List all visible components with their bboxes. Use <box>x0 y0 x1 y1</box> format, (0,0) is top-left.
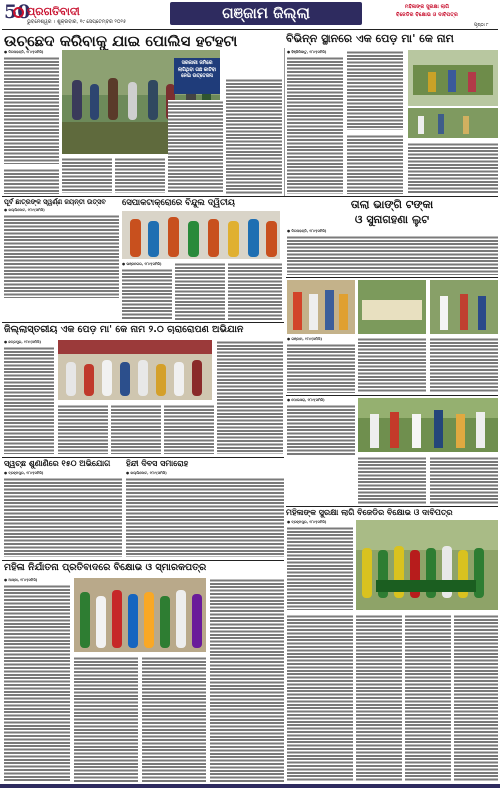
paper-name: ପ୍ରଗତିବାଦୀ <box>27 5 80 18</box>
story-1-body-col6 <box>4 168 59 194</box>
story-2-photo-1 <box>408 50 498 106</box>
section-rule <box>286 506 498 507</box>
story-10-body-col2 <box>210 578 284 782</box>
story-2-photo-2 <box>408 108 498 138</box>
story-9-body-col1 <box>287 526 353 610</box>
story-10-body-col4 <box>142 656 206 782</box>
story-7-body <box>4 477 122 557</box>
story-2-body-col1 <box>287 56 343 194</box>
promo-box <box>380 2 474 24</box>
story-6-body-col1 <box>4 346 54 454</box>
story-2-byline: ● ହିଞ୍ଜିଳିକାଟୁ, ୧୮ା୯(ସମିସି) <box>287 50 327 54</box>
story-10-photo <box>74 578 206 652</box>
story-6-body-col5 <box>217 340 283 454</box>
section-rule <box>2 457 284 458</box>
section-rule <box>2 196 498 197</box>
story-3-headline: ପୂର୍ବ ଛାତ୍ରଙ୍କ ସ୍ୱର୍ଣ୍ଣ ଜୟନ୍ତୀ ଉତ୍ସବ <box>4 198 106 206</box>
story-6-body-col4 <box>164 404 214 454</box>
section-title: ଗଞ୍ଜାମ ଜିଲ୍ଲା <box>222 4 310 22</box>
story-1-body-col1 <box>4 56 59 164</box>
story-2-headline: ବିଭିନ୍ନ ସ୍ଥାନରେ ଏକ ପେଡ଼ ମା' କେ ନାମ <box>286 32 454 45</box>
story-10-body-col3 <box>74 656 138 782</box>
story-1-callout <box>174 58 220 94</box>
page-label: ପୃଷ୍ଠା ୮ <box>474 23 489 28</box>
story-12-photo <box>358 398 498 452</box>
story-1-body-col2 <box>62 157 112 193</box>
story-2-body-col4 <box>408 142 498 194</box>
promo-line-2: ବିଜେଡିର ବିକ୍ଷୋଭ ଓ ଦାବିପତ୍ର <box>396 12 458 18</box>
story-11-byline: ● ଗଞ୍ଜାମ, ୧୮ା୯(ସମିସି) <box>287 337 323 341</box>
story-5-byline: ● ଦିଗପହଣ୍ଡି, ୧୮ା୯(ସମିସି) <box>287 229 327 233</box>
promo-line-1: ମହିଳାଙ୍କ ସୁରକ୍ଷା ଲାଗି <box>404 4 450 10</box>
story-9-photo <box>356 520 498 610</box>
story-1-body-col4 <box>168 100 223 193</box>
story-9-body-col3 <box>356 614 402 782</box>
story-3-byline: ● ଖଲ୍ଲିକୋଟ, ୧୮ା୯(ସମିସି) <box>4 208 45 212</box>
story-9-body-col5 <box>454 614 498 782</box>
masthead-rule <box>2 29 498 30</box>
story-6-byline: ● ଛତ୍ରପୁର, ୧୮ା୯(ସମିସି) <box>4 340 41 344</box>
story-4-headline: ସେପାକଟାକ୍ରୋରେ ବିନ୍ଦୁଲ ଦ୍ୱିତୀୟ <box>122 198 235 208</box>
story-12-byline: ● ପୋଲସରା, ୧୮ା୯(ସମିସି) <box>287 398 325 402</box>
story-10-byline: ● ଆସ୍କା, ୧୮ା୯(ସମିସି) <box>4 578 38 582</box>
story-12-body-col2 <box>358 456 426 504</box>
dateline: ଭୁବନେଶ୍ୱର । ଶୁକ୍ରବାର, ୧୯ ସେପ୍ଟେମ୍ବର ୨୦୨୫ <box>27 19 127 25</box>
story-1-headline: ଉଚ୍ଛେଦ କରିବାକୁ ଯାଇ ପୋଲିସ ହଟହଟା <box>4 32 238 50</box>
story-12-body-col3 <box>430 456 498 504</box>
story-5-headline-line2: ଓ ସୁନାଗହଣା ଲୁଟ <box>354 213 430 226</box>
story-9-body-col2 <box>287 614 353 782</box>
story-9-body-col4 <box>405 614 451 782</box>
story-9-byline: ● ବ୍ରହ୍ମପୁର, ୧୮ା୯(ସମିସି) <box>287 520 327 524</box>
story-11-body-col3 <box>430 337 498 393</box>
callout-text: ସରକାରୀ ଜମିରେ ଲାଗିଥିବା ଗଛ କାଟିବା ନେଇ ଉତ୍ତେଜନା <box>177 61 217 79</box>
story-7-headline: ସ୍ୱଚ୍ଛ ଶୁଣାଣିରେ ୧୫୦ ଅଭିଯୋଗ <box>4 459 111 468</box>
story-4-body-col2 <box>175 262 225 320</box>
story-10-body-col1 <box>4 584 70 782</box>
logo-ring-icon <box>13 7 24 18</box>
logo-number: 50 <box>4 1 31 23</box>
story-4-photo <box>122 211 280 259</box>
story-11-photo-1 <box>287 280 355 334</box>
story-11-body-col2 <box>358 337 426 393</box>
story-11-photo-3 <box>430 280 498 334</box>
section-rule <box>286 395 498 396</box>
story-8-headline: ହିନ୍ଦୀ ଦିବସ ସମାରୋହ <box>126 459 189 468</box>
footer-band <box>0 784 500 788</box>
story-3-body <box>4 214 119 298</box>
masthead <box>0 0 500 30</box>
story-12-body-col1 <box>287 404 355 456</box>
story-7-byline: ● ବ୍ରହ୍ମପୁର, ୧୮ା୯(ସମିସି) <box>4 471 44 475</box>
story-1-byline: ● ଦିଗପହଣ୍ଡି, ୧୮ା୯(ସମିସି) <box>4 50 44 54</box>
story-6-photo <box>58 340 212 400</box>
story-2-body-col2 <box>347 50 403 130</box>
story-8-body <box>126 477 284 557</box>
story-5-body <box>287 235 498 275</box>
paper-logo <box>4 1 31 25</box>
section-rule <box>286 277 498 278</box>
section-rule <box>2 322 284 323</box>
story-1-body-col5 <box>226 78 282 194</box>
story-6-body-col3 <box>111 404 161 454</box>
story-6-body-col2 <box>58 404 108 454</box>
story-2-body-col3 <box>347 134 403 194</box>
story-5-headline-line1: ତାଲା ଭାଙ୍ଗି ଟଙ୍କା <box>350 198 434 211</box>
section-banner <box>170 2 362 25</box>
story-10-headline: ମହିଳା ନିର୍ଯାତନା ପ୍ରତିବାଦରେ ବିକ୍ଷୋଭ ଓ ସ୍ମାରକପତ୍ର <box>4 562 207 573</box>
column-divider <box>284 48 285 196</box>
story-4-byline: ● ଭଞ୍ଜନଗର, ୧୮ା୯(ସମିସି) <box>122 262 162 266</box>
story-6-headline: ଜିଲ୍ଲାସ୍ତରୀୟ ଏକ ପେଡ଼ ମା' କେ ନାମ ୨.୦ ଚାରାରୋପଣ ଅଭିଯାନ <box>4 324 244 335</box>
story-1-body-col3 <box>115 157 165 193</box>
section-rule <box>2 560 284 561</box>
story-11-body-col1 <box>287 343 355 393</box>
story-11-photo-2 <box>358 280 426 334</box>
story-4-body-col3 <box>228 262 282 320</box>
story-9-headline: ମହିଳାଙ୍କ ସୁରକ୍ଷା ଲାଗି ବିଜେଡିର ବିକ୍ଷୋଭ ଓ ଦାବିପତ୍ର <box>286 508 453 517</box>
story-4-body-col1 <box>122 268 172 320</box>
story-8-byline: ● ଖଲ୍ଲିକୋଟ, ୧୮ା୯(ସମିସି) <box>126 471 167 475</box>
